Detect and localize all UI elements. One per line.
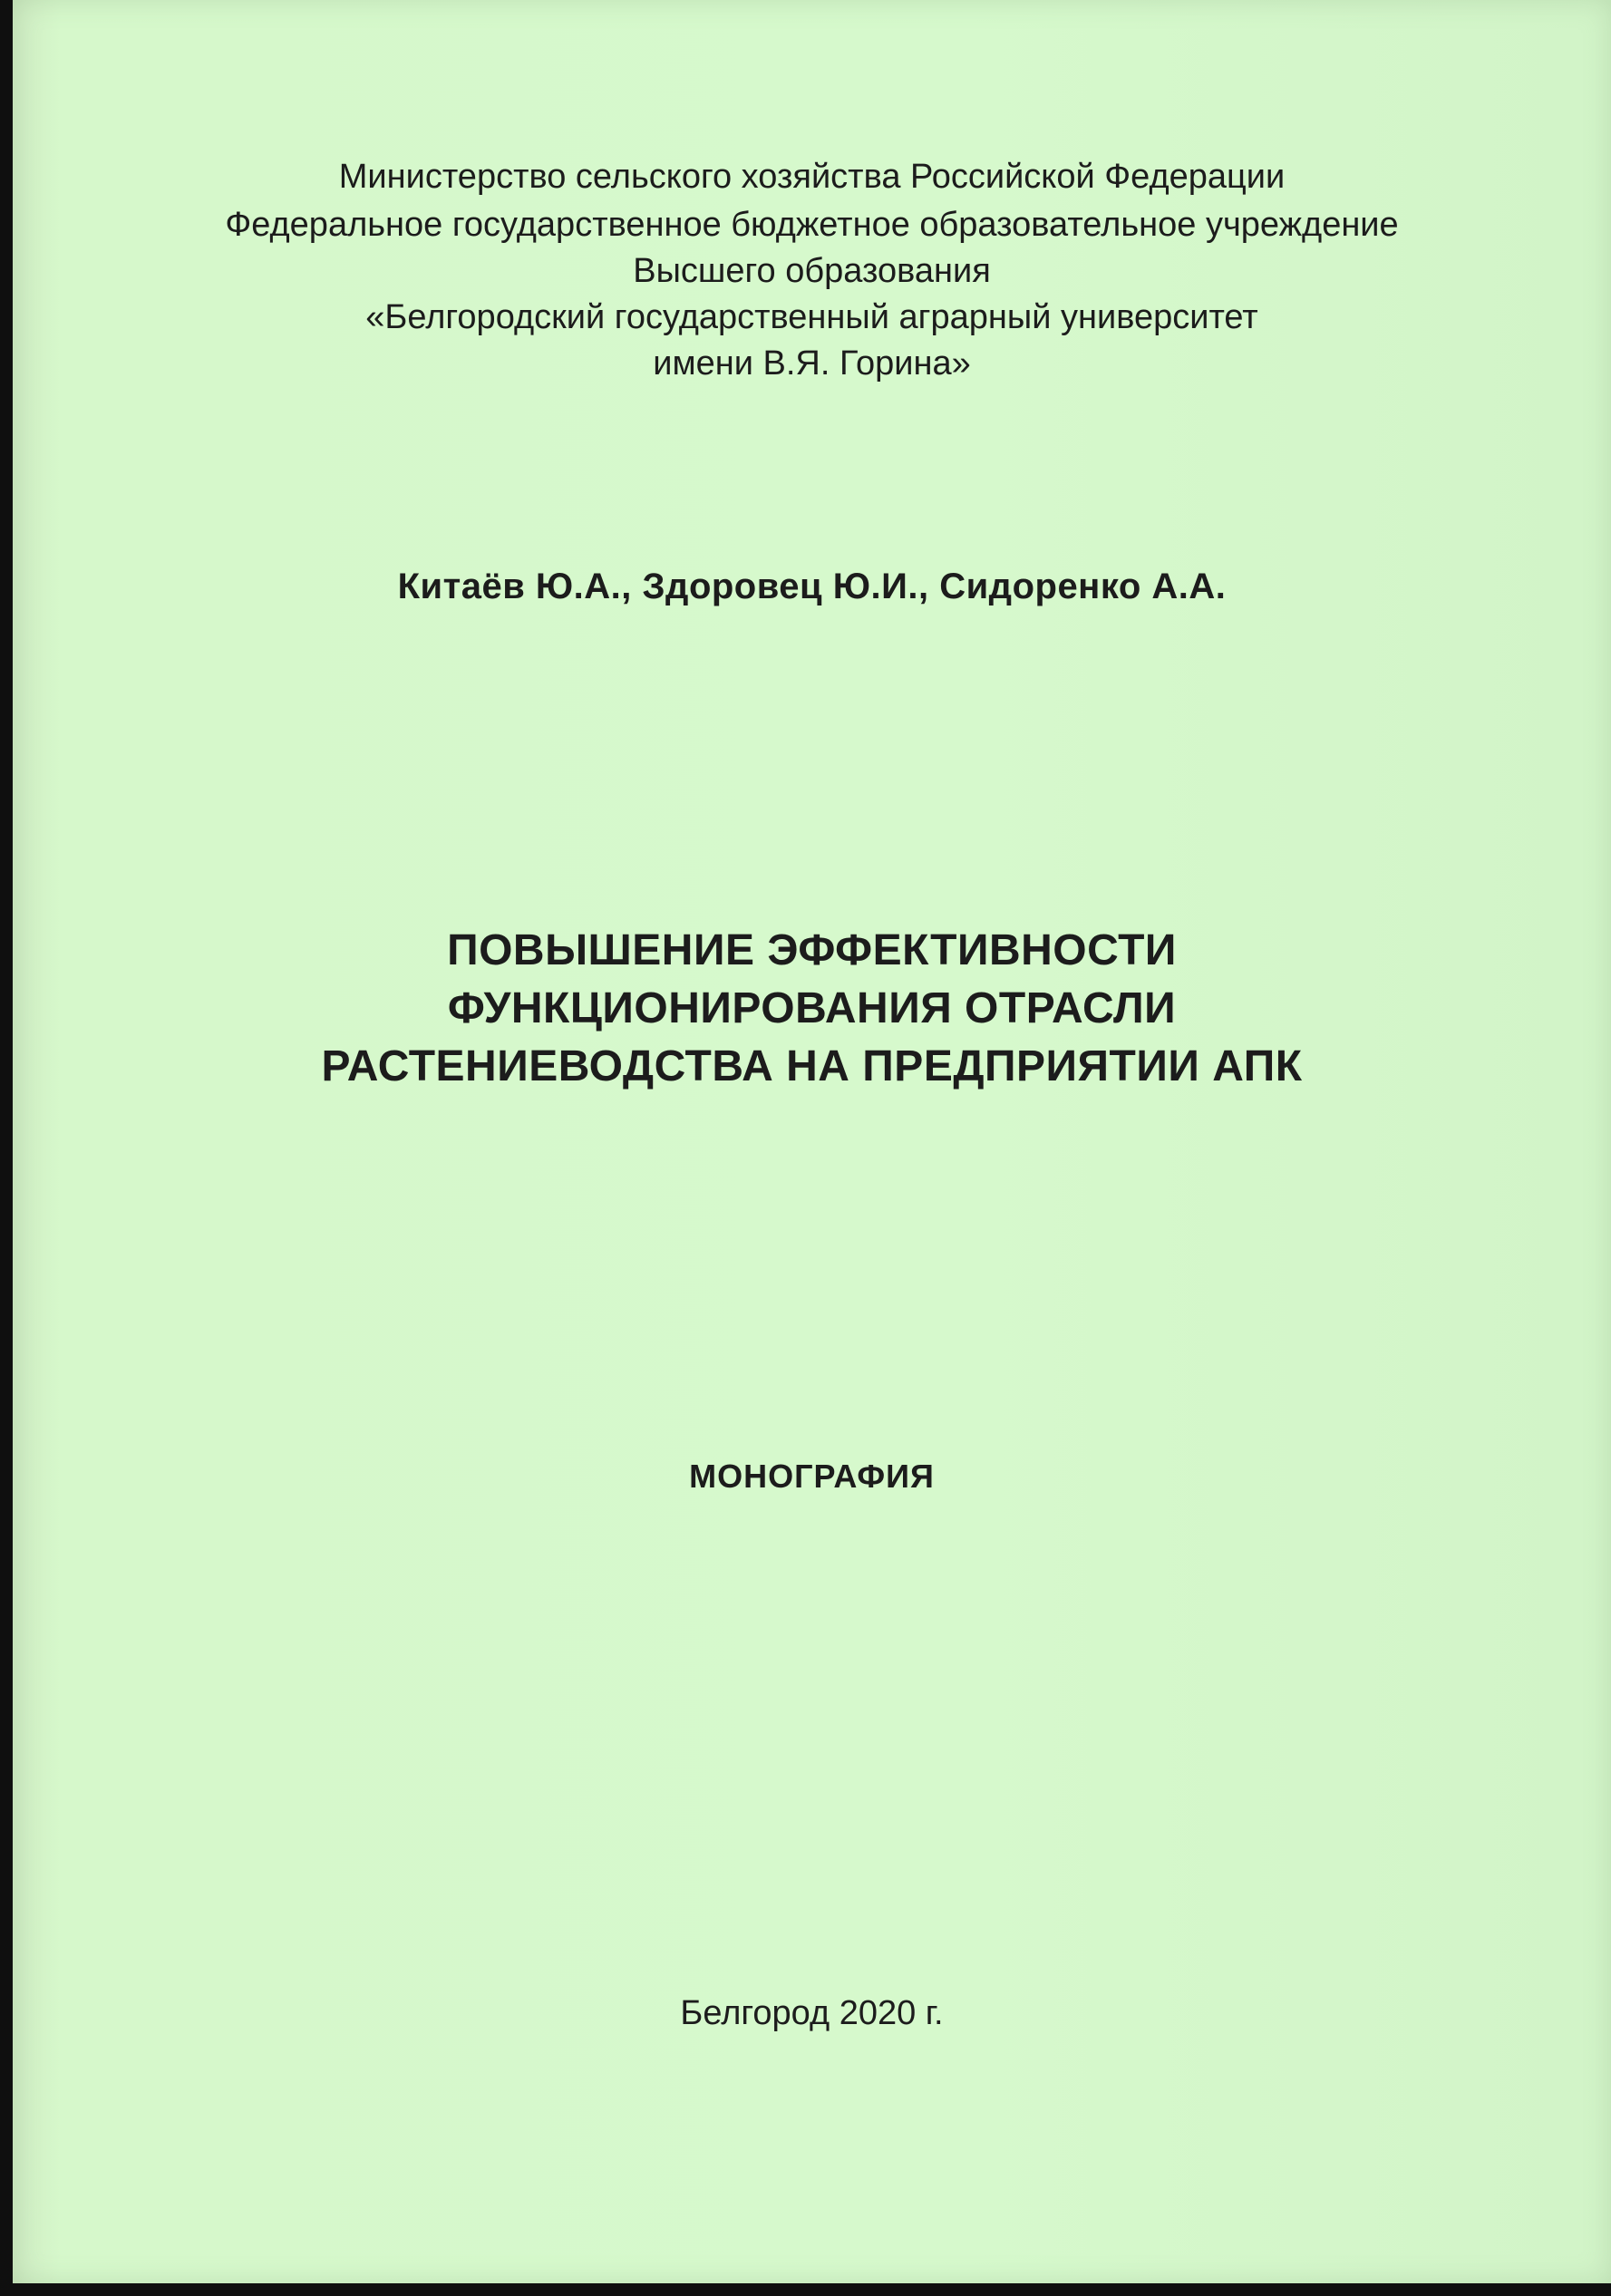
- scan-bottom-edge: [0, 2283, 1611, 2296]
- book-title-line-2: ФУНКЦИОНИРОВАНИЯ ОТРАСЛИ: [447, 984, 1177, 1032]
- authors: Китаёв Ю.А., Здоровец Ю.И., Сидоренко А.А.: [397, 567, 1227, 606]
- ministry-line: Министерство сельского хозяйства Российской Федерации: [338, 158, 1286, 196]
- book-title-line-3: РАСТЕНИЕВОДСТВА НА ПРЕДПРИЯТИИ АПК: [321, 1042, 1303, 1090]
- education-level-line: Высшего образования: [633, 252, 991, 290]
- university-name-line: «Белгородский государственный аграрный университет: [365, 298, 1258, 336]
- book-cover: [13, 0, 1611, 2284]
- genre-label: МОНОГРАФИЯ: [689, 1458, 935, 1495]
- place-and-year: Белгород 2020 г.: [680, 1994, 944, 2032]
- institution-type-line: Федеральное государственное бюджетное образовательное учреждение: [225, 206, 1399, 244]
- book-title-line-1: ПОВЫШЕНИЕ ЭФФЕКТИВНОСТИ: [447, 926, 1177, 974]
- university-namesake-line: имени В.Я. Горина»: [653, 344, 971, 383]
